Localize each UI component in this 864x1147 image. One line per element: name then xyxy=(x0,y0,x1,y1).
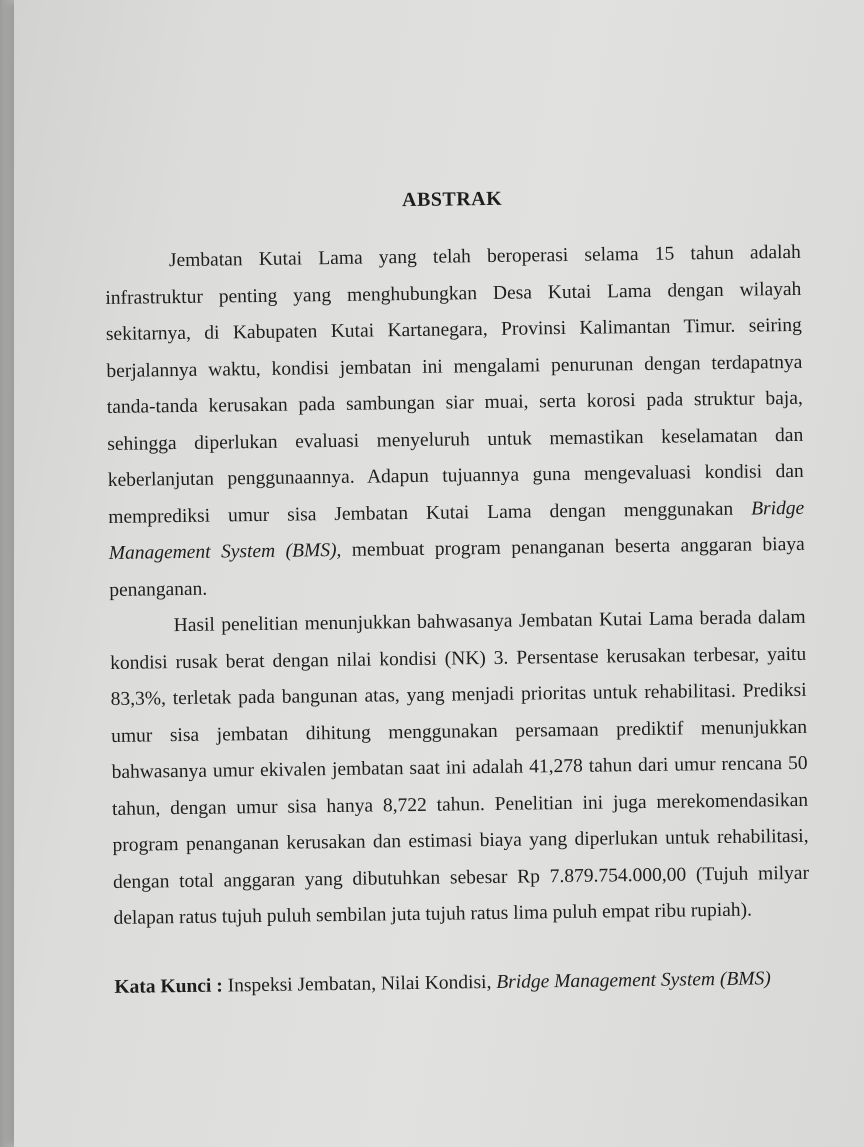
abstract-content xyxy=(104,181,811,1002)
keywords-plain: Inspeksi Jembatan, Nilai Kondisi, xyxy=(222,971,497,997)
paragraph-1-italic-term: Bridge Management System (BMS), xyxy=(108,497,805,564)
keywords-label: Kata Kunci : xyxy=(114,975,223,998)
abstract-title: ABSTRAK xyxy=(401,187,503,212)
abstract-paragraph-1 xyxy=(105,235,806,609)
paragraph-1-text-a: Jembatan Kutai Lama yang telah beroperasi selama 15 tahun adalah infrastruktur penting yang menghubungkan Desa Kutai Lama dengan wilayah sekitarnya, di Kabupaten Kutai Kartanegara, Provinsi Kalimantan Timur. seiring berjalannya waktu, kondisi jembatan ini mengalami penurunan dengan terdapatnya tanda-tanda kerusakan pada sambungan siar muai, serta korosi pada struktur baja, sehingga diperlukan evaluasi menyeluruh untuk memastikan keselamatan dan keberlanjutan penggunaannya. Adapun tujuannya guna mengevaluasi kondisi dan memprediksi umur sisa Jembatan Kutai Lama dengan menggunakan xyxy=(105,241,804,528)
abstract-paragraph-2: Hasil penelitian menunjukkan bahwasanya Jembatan Kutai Lama berada dalam kondisi rusak berat dengan nilai kondisi (NK) 3. Persentase kerusakan terbesar, yaitu 83,3%, terletak pada bangunan atas, yang menjadi prioritas untuk rehabilitasi. Prediksi umur sisa jembatan dihitung menggunakan persamaan prediktif menunjukkan bahwasanya umur ekivalen jembatan saat ini adalah 41,278 tahun dari umur rencana 50 tahun, dengan umur sisa hanya 8,722 tahun. Penelitian ini juga merekomendasikan program penanganan kerusakan dan estimasi biaya yang diperlukan untuk rehabilitasi, dengan total anggaran yang dibutuhkan sebesar Rp 7.879.754.000,00 (Tujuh milyar delapan ratus tujuh puluh sembilan juta tujuh ratus lima puluh empat ribu rupiah). xyxy=(110,606,810,929)
paragraph-1-text-b: membuat program penanganan beserta anggaran biaya penanganan. xyxy=(109,533,805,601)
book-binding-edge xyxy=(0,0,14,1147)
keywords-italic: Bridge Management System (BMS) xyxy=(496,967,771,993)
